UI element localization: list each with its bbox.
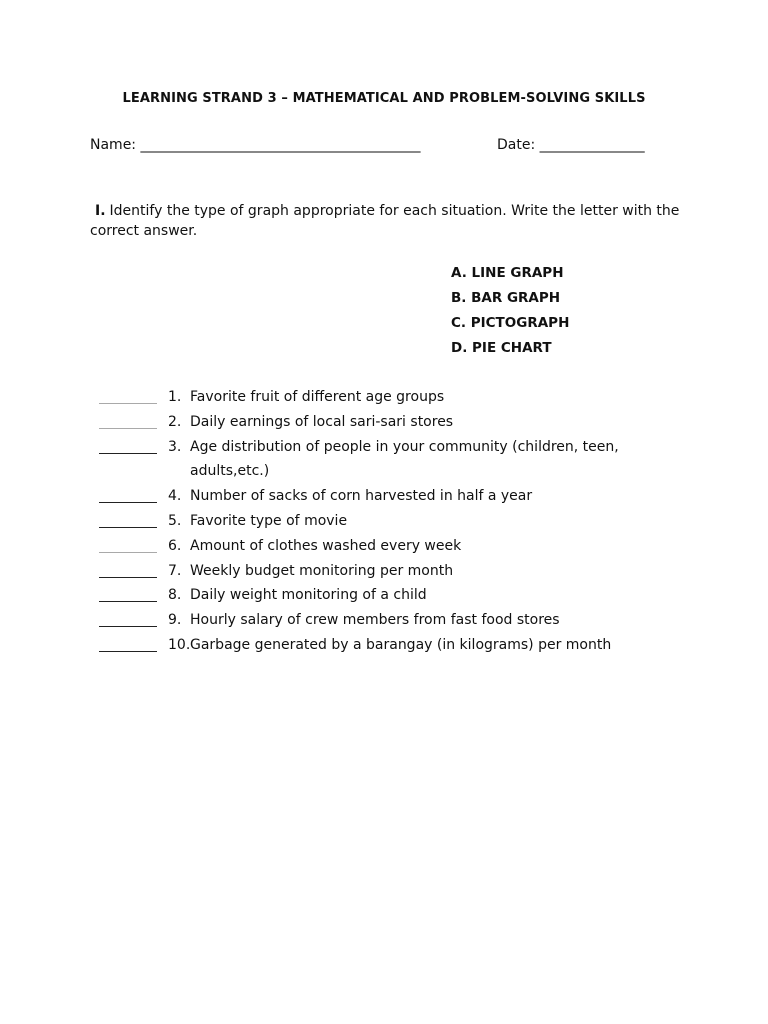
instruction-number: I. [95,203,106,219]
question-item [0,537,768,562]
date-field: Date: _______________ [497,137,645,153]
question-item [0,611,768,636]
question-item [0,487,768,512]
question-item [0,586,768,611]
question-text: Number of sacks of corn harvested in half a year [190,488,533,505]
answer-blank[interactable] [99,601,157,602]
question-item [0,636,768,661]
answer-blank[interactable] [99,577,157,578]
question-number: 8. [168,587,182,604]
choice-a: A. LINE GRAPH [451,265,564,281]
question-list [0,388,768,661]
choice-d: D. PIE CHART [451,340,552,356]
question-item [0,512,768,537]
question-text: Age distribution of people in your community (children, teen, adults,etc.) [190,438,619,480]
question-text: Hourly salary of crew members from fast food stores [190,612,560,629]
question-text: Daily earnings of local sari-sari stores [190,413,454,430]
question-number: 4. [168,488,182,505]
question-text: Daily weight monitoring of a child [190,587,427,604]
question-item [0,562,768,587]
answer-blank[interactable] [99,403,157,404]
answer-blank[interactable] [99,651,157,652]
question-number: 3. [168,438,182,455]
answer-blank[interactable] [99,552,157,553]
question-number: 6. [168,537,182,554]
choice-b: B. BAR GRAPH [451,290,561,306]
name-field: Name: ________________________________________ [90,137,421,153]
question-number: 7. [168,562,182,579]
question-text: Weekly budget monitoring per month [190,562,454,579]
question-number: 5. [168,512,182,529]
choice-c: C. PICTOGRAPH [451,315,570,331]
question-number: 9. [168,612,182,629]
answer-choices [451,264,569,364]
answer-blank[interactable] [99,453,157,454]
question-text: Favorite type of movie [190,512,348,529]
worksheet-title: LEARNING STRAND 3 – MATHEMATICAL AND PROBLEM-SOLVING SKILLS [122,91,646,106]
answer-blank[interactable] [99,428,157,429]
question-text: Garbage generated by a barangay (in kilograms) per month [190,636,612,653]
answer-blank[interactable] [99,502,157,503]
question-text: Favorite fruit of different age groups [190,389,445,405]
instruction [90,202,690,241]
question-item [0,438,768,488]
question-number: 2. [168,413,182,430]
question-number: 10. [168,636,191,653]
answer-blank[interactable] [99,527,157,528]
question-number: 1. [168,389,182,405]
answer-blank[interactable] [99,626,157,627]
instruction-text: Identify the type of graph appropriate for each situation. Write the letter with the correct answer. [90,203,680,239]
question-item [0,388,768,413]
question-text: Amount of clothes washed every week [190,537,462,554]
